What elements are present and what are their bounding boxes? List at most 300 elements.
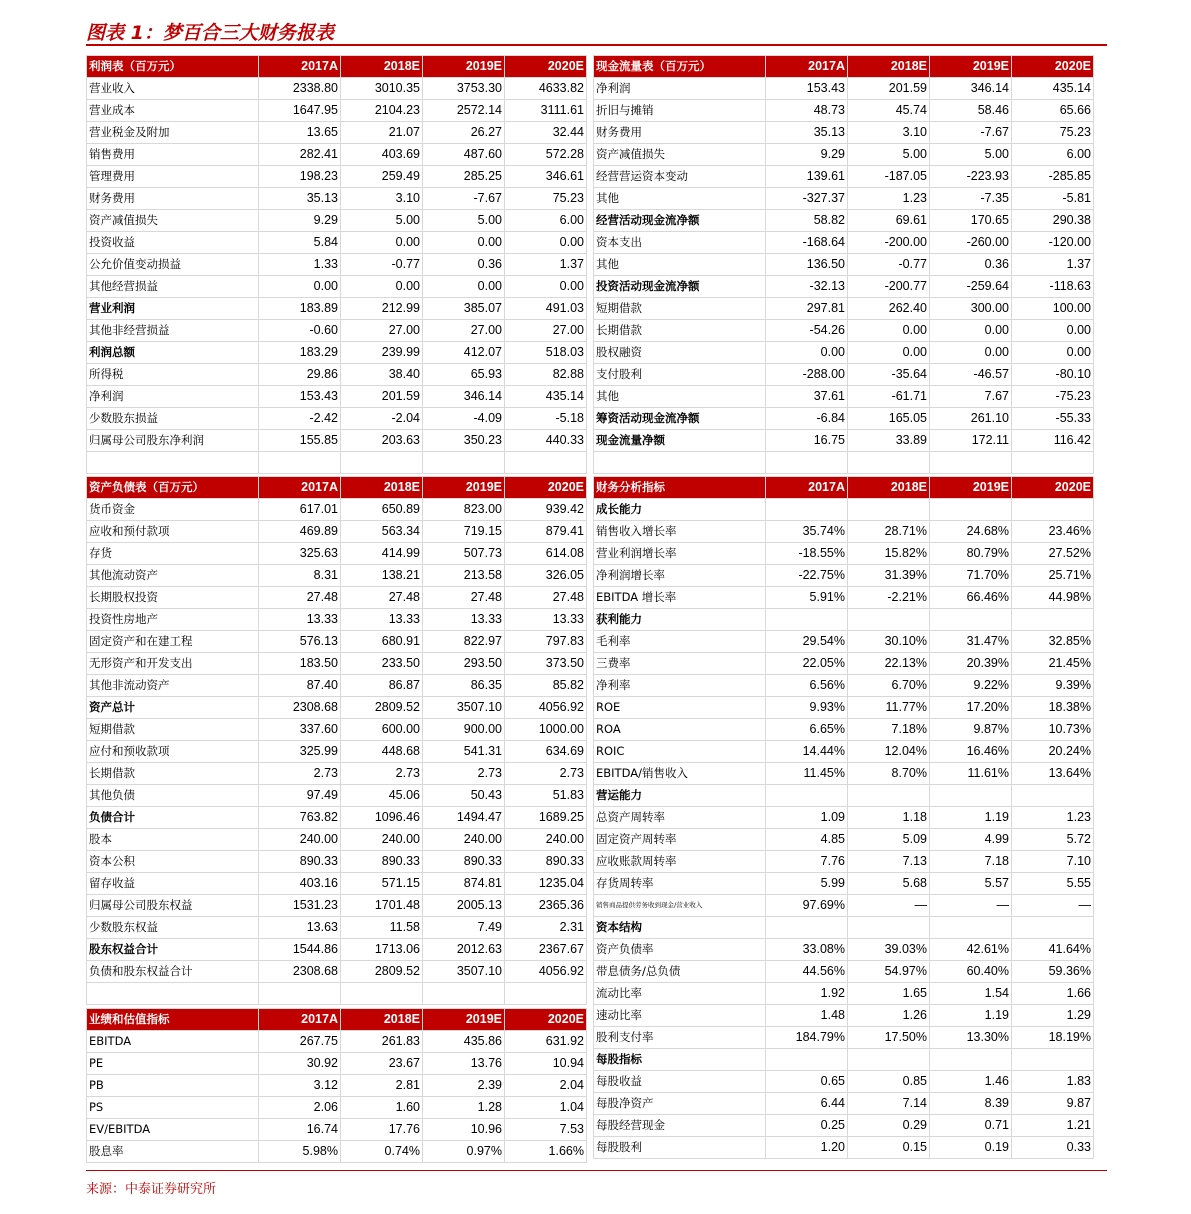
value-cell: 1.46 [930,1071,1012,1093]
value-cell [1012,785,1094,807]
table-row [87,166,587,188]
table-row [87,675,587,697]
table-row [594,741,1094,763]
row-label: 每股指标 [594,1049,766,1071]
value-cell: -2.04 [341,408,423,430]
value-cell: 572.28 [505,144,587,166]
value-cell: 3.10 [341,188,423,210]
value-cell: 116.42 [1012,430,1094,452]
value-cell: 9.29 [259,210,341,232]
value-cell: 2809.52 [341,697,423,719]
value-cell: 58.46 [930,100,1012,122]
value-cell: 139.61 [766,166,848,188]
value-cell: 35.13 [259,188,341,210]
value-cell: -118.63 [1012,276,1094,298]
value-cell: 1.92 [766,983,848,1005]
row-label: 经营活动现金流净额 [594,210,766,232]
value-cell: 5.55 [1012,873,1094,895]
value-cell: 6.56% [766,675,848,697]
table-row [87,829,587,851]
table-row [594,452,1094,474]
row-label: 财务费用 [594,122,766,144]
value-cell: 680.91 [341,631,423,653]
value-cell: 1647.95 [259,100,341,122]
row-label: 存货周转率 [594,873,766,895]
table-row [594,166,1094,188]
value-cell: 297.81 [766,298,848,320]
value-cell: 7.49 [423,917,505,939]
value-cell: 9.93% [766,697,848,719]
value-cell: 45.74 [848,100,930,122]
value-cell [766,452,848,474]
value-cell: 87.40 [259,675,341,697]
value-cell: -260.00 [930,232,1012,254]
value-cell: 5.72 [1012,829,1094,851]
cash-flow-table [593,55,1094,474]
value-cell: 614.08 [505,543,587,565]
balance-sheet-table [86,476,587,1005]
row-label: 管理费用 [87,166,259,188]
value-cell: 874.81 [423,873,505,895]
value-cell: 13.30% [930,1027,1012,1049]
value-cell: 435.86 [423,1031,505,1053]
table-row [87,939,587,961]
value-cell: 879.41 [505,521,587,543]
row-label: 投资活动现金流净额 [594,276,766,298]
value-cell: 412.07 [423,342,505,364]
value-cell: 183.29 [259,342,341,364]
row-label: 流动比率 [594,983,766,1005]
value-cell: -327.37 [766,188,848,210]
table-row [87,254,587,276]
table-row [87,719,587,741]
value-cell: 22.13% [848,653,930,675]
row-label: 应收账款周转率 [594,851,766,873]
value-cell: 41.64% [1012,939,1094,961]
value-cell: 44.98% [1012,587,1094,609]
value-cell: 2.31 [505,917,587,939]
table-row [594,210,1094,232]
table-row [87,386,587,408]
value-cell: 7.18 [930,851,1012,873]
year-header: 2019E [930,56,1012,78]
value-cell: 5.09 [848,829,930,851]
value-cell: — [848,895,930,917]
row-label: 资本支出 [594,232,766,254]
value-cell: 14.44% [766,741,848,763]
value-cell: — [930,895,1012,917]
value-cell: 183.89 [259,298,341,320]
value-cell: 435.14 [1012,78,1094,100]
value-cell: 0.15 [848,1137,930,1159]
table-row [594,675,1094,697]
row-label: ROE [594,697,766,719]
value-cell: 6.65% [766,719,848,741]
table-row [87,1053,587,1075]
row-label: 销售商品提供劳务收到现金/营业收入 [594,895,766,917]
value-cell: -55.33 [1012,408,1094,430]
value-cell: -7.67 [930,122,1012,144]
value-cell: 18.38% [1012,697,1094,719]
value-cell: 69.61 [848,210,930,232]
value-cell: 60.40% [930,961,1012,983]
row-label: 长期股权投资 [87,587,259,609]
table-row [87,763,587,785]
value-cell: 65.93 [423,364,505,386]
value-cell: 23.46% [1012,521,1094,543]
row-label: 无形资产和开发支出 [87,653,259,675]
value-cell: 2365.36 [505,895,587,917]
value-cell: 33.89 [848,430,930,452]
value-cell: 2.81 [341,1075,423,1097]
value-cell: 5.68 [848,873,930,895]
row-label: 营业税金及附加 [87,122,259,144]
value-cell: 27.48 [505,587,587,609]
value-cell: 85.82 [505,675,587,697]
table-row [87,210,587,232]
value-cell: 0.19 [930,1137,1012,1159]
value-cell: -2.42 [259,408,341,430]
value-cell: 1.60 [341,1097,423,1119]
value-cell: 100.00 [1012,298,1094,320]
value-cell: 170.65 [930,210,1012,232]
value-cell: 97.49 [259,785,341,807]
table-row [87,631,587,653]
row-label: 财务费用 [87,188,259,210]
table-header-row [594,56,1094,78]
row-label: 速动比率 [594,1005,766,1027]
table-row [594,386,1094,408]
value-cell: -0.77 [848,254,930,276]
value-cell: 38.40 [341,364,423,386]
value-cell: 30.92 [259,1053,341,1075]
value-cell: 822.97 [423,631,505,653]
table-row [594,873,1094,895]
year-header: 2017A [766,477,848,499]
value-cell: 22.05% [766,653,848,675]
value-cell: 563.34 [341,521,423,543]
value-cell: -223.93 [930,166,1012,188]
value-cell: -75.23 [1012,386,1094,408]
value-cell: 0.00 [505,232,587,254]
value-cell: 1494.47 [423,807,505,829]
value-cell: 9.22% [930,675,1012,697]
value-cell: 239.99 [341,342,423,364]
row-label: PS [87,1097,259,1119]
value-cell [930,452,1012,474]
value-cell: 198.23 [259,166,341,188]
row-label: PB [87,1075,259,1097]
value-cell: 13.33 [341,609,423,631]
value-cell: 17.50% [848,1027,930,1049]
value-cell: 7.10 [1012,851,1094,873]
value-cell: 12.04% [848,741,930,763]
value-cell: 16.75 [766,430,848,452]
value-cell [1012,499,1094,521]
value-cell [930,609,1012,631]
table-row [87,232,587,254]
table-row [594,188,1094,210]
row-label: 长期借款 [87,763,259,785]
table-row [87,499,587,521]
value-cell: 2308.68 [259,697,341,719]
value-cell: 518.03 [505,342,587,364]
value-cell: 5.00 [930,144,1012,166]
value-cell: 4056.92 [505,697,587,719]
value-cell: 1.19 [930,1005,1012,1027]
value-cell: 1.48 [766,1005,848,1027]
value-cell: 1.04 [505,1097,587,1119]
row-label: 筹资活动现金流净额 [594,408,766,430]
row-label: 获利能力 [594,609,766,631]
value-cell: 1.29 [1012,1005,1094,1027]
row-label: 净利润 [87,386,259,408]
value-cell: 35.13 [766,122,848,144]
value-cell: 1.66% [505,1141,587,1163]
value-cell: 1.37 [1012,254,1094,276]
row-label: 营业利润 [87,298,259,320]
row-label: 利润总额 [87,342,259,364]
value-cell: 2572.14 [423,100,505,122]
value-cell: 617.01 [259,499,341,521]
table-header-row [87,56,587,78]
value-cell: 27.48 [259,587,341,609]
row-label: 营业成本 [87,100,259,122]
value-cell: 631.92 [505,1031,587,1053]
table-row [594,430,1094,452]
value-cell: -32.13 [766,276,848,298]
value-cell [848,499,930,521]
value-cell: 1544.86 [259,939,341,961]
table-header-title: 资产负债表（百万元） [87,477,259,499]
row-label: 留存收益 [87,873,259,895]
value-cell: 13.76 [423,1053,505,1075]
value-cell: 1.26 [848,1005,930,1027]
row-label: 每股净资产 [594,1093,766,1115]
row-label: 资本公积 [87,851,259,873]
row-label: 三费率 [594,653,766,675]
row-label: 其他 [594,386,766,408]
value-cell: 16.46% [930,741,1012,763]
table-row [87,342,587,364]
value-cell: 10.96 [423,1119,505,1141]
value-cell: 21.45% [1012,653,1094,675]
row-label: 股本 [87,829,259,851]
row-label: 投资性房地产 [87,609,259,631]
value-cell: 0.00 [259,276,341,298]
value-cell: 634.69 [505,741,587,763]
source-note: 来源：中泰证券研究所 [86,1182,217,1197]
value-cell [930,917,1012,939]
value-cell: 11.58 [341,917,423,939]
valuation-table [86,1008,587,1163]
row-label: 负债合计 [87,807,259,829]
value-cell: 97.69% [766,895,848,917]
value-cell: 7.13 [848,851,930,873]
table-row [594,565,1094,587]
value-cell: 1.28 [423,1097,505,1119]
table-row [87,609,587,631]
table-row [594,961,1094,983]
value-cell: -2.21% [848,587,930,609]
value-cell: 1.23 [1012,807,1094,829]
table-row [594,609,1094,631]
value-cell: 491.03 [505,298,587,320]
row-label: 少数股东损益 [87,408,259,430]
row-label: 营运能力 [594,785,766,807]
row-label: 净利润增长率 [594,565,766,587]
value-cell [930,785,1012,807]
row-label: 带息债务/总负债 [594,961,766,983]
value-cell: 31.39% [848,565,930,587]
value-cell: 27.52% [1012,543,1094,565]
value-cell: 0.00 [423,276,505,298]
value-cell: 15.82% [848,543,930,565]
value-cell: 71.70% [930,565,1012,587]
value-cell: -259.64 [930,276,1012,298]
value-cell: 10.73% [1012,719,1094,741]
value-cell: 172.11 [930,430,1012,452]
value-cell: 32.85% [1012,631,1094,653]
table-row [87,78,587,100]
table-header-row [594,477,1094,499]
value-cell: 3010.35 [341,78,423,100]
row-label: 投资收益 [87,232,259,254]
table-row [87,543,587,565]
value-cell: 5.00 [341,210,423,232]
value-cell: -7.67 [423,188,505,210]
value-cell: 282.41 [259,144,341,166]
table-row [87,961,587,983]
row-label: 资产减值损失 [87,210,259,232]
value-cell: 8.70% [848,763,930,785]
value-cell: 0.29 [848,1115,930,1137]
title-rule [86,44,1107,46]
value-cell: 576.13 [259,631,341,653]
table-row [594,851,1094,873]
value-cell: 27.00 [341,320,423,342]
value-cell: -200.00 [848,232,930,254]
value-cell: 2104.23 [341,100,423,122]
footer-rule [86,1170,1107,1171]
row-label: 货币资金 [87,499,259,521]
value-cell: 1.37 [505,254,587,276]
row-label: 资产负债率 [594,939,766,961]
value-cell: 65.66 [1012,100,1094,122]
value-cell: 153.43 [259,386,341,408]
value-cell: 48.73 [766,100,848,122]
value-cell: 0.00 [341,276,423,298]
row-label: 净利润 [594,78,766,100]
value-cell: 1.65 [848,983,930,1005]
value-cell: 1.54 [930,983,1012,1005]
table-row [87,807,587,829]
value-cell: 27.48 [423,587,505,609]
value-cell: 0.65 [766,1071,848,1093]
value-cell: 600.00 [341,719,423,741]
row-label: 其他负债 [87,785,259,807]
row-label: ROA [594,719,766,741]
value-cell: -0.77 [341,254,423,276]
value-cell: 7.76 [766,851,848,873]
table-row [594,521,1094,543]
value-cell: 3507.10 [423,961,505,983]
table-header-row [87,1009,587,1031]
value-cell: 0.00 [1012,320,1094,342]
value-cell: 0.33 [1012,1137,1094,1159]
value-cell: 51.83 [505,785,587,807]
row-label: 其他经营损益 [87,276,259,298]
table-row [594,78,1094,100]
value-cell: 7.18% [848,719,930,741]
value-cell: 0.00 [1012,342,1094,364]
value-cell: 20.24% [1012,741,1094,763]
table-row [594,829,1094,851]
value-cell: -22.75% [766,565,848,587]
table-row [87,408,587,430]
year-header: 2018E [341,477,423,499]
value-cell: -61.71 [848,386,930,408]
row-label: 折旧与摊销 [594,100,766,122]
row-label: 销售费用 [87,144,259,166]
value-cell [1012,917,1094,939]
value-cell: 66.46% [930,587,1012,609]
year-header: 2020E [1012,477,1094,499]
value-cell [766,1049,848,1071]
value-cell [766,785,848,807]
value-cell: 900.00 [423,719,505,741]
table-header-title: 利润表（百万元） [87,56,259,78]
value-cell: 10.94 [505,1053,587,1075]
value-cell: 890.33 [423,851,505,873]
value-cell: 1235.04 [505,873,587,895]
table-row [87,785,587,807]
table-row [87,276,587,298]
table-row [594,807,1094,829]
value-cell: 18.19% [1012,1027,1094,1049]
table-row [87,364,587,386]
table-row [594,1005,1094,1027]
table-row [594,122,1094,144]
table-row [594,587,1094,609]
value-cell: 2.04 [505,1075,587,1097]
row-label: 其他非流动资产 [87,675,259,697]
value-cell: 86.35 [423,675,505,697]
table-row [87,188,587,210]
value-cell: 1701.48 [341,895,423,917]
value-cell: 346.14 [423,386,505,408]
value-cell: 5.91% [766,587,848,609]
value-cell: 262.40 [848,298,930,320]
value-cell: 3507.10 [423,697,505,719]
value-cell: 373.50 [505,653,587,675]
value-cell: 31.47% [930,631,1012,653]
value-cell: 3.12 [259,1075,341,1097]
year-header: 2020E [505,477,587,499]
value-cell: 890.33 [341,851,423,873]
table-row [87,917,587,939]
value-cell: 5.84 [259,232,341,254]
table-row [87,1119,587,1141]
value-cell: 0.25 [766,1115,848,1137]
value-cell [1012,1049,1094,1071]
value-cell: 9.29 [766,144,848,166]
value-cell: 11.61% [930,763,1012,785]
value-cell: 240.00 [505,829,587,851]
value-cell [341,983,423,1005]
row-label: 所得税 [87,364,259,386]
table-row [87,430,587,452]
